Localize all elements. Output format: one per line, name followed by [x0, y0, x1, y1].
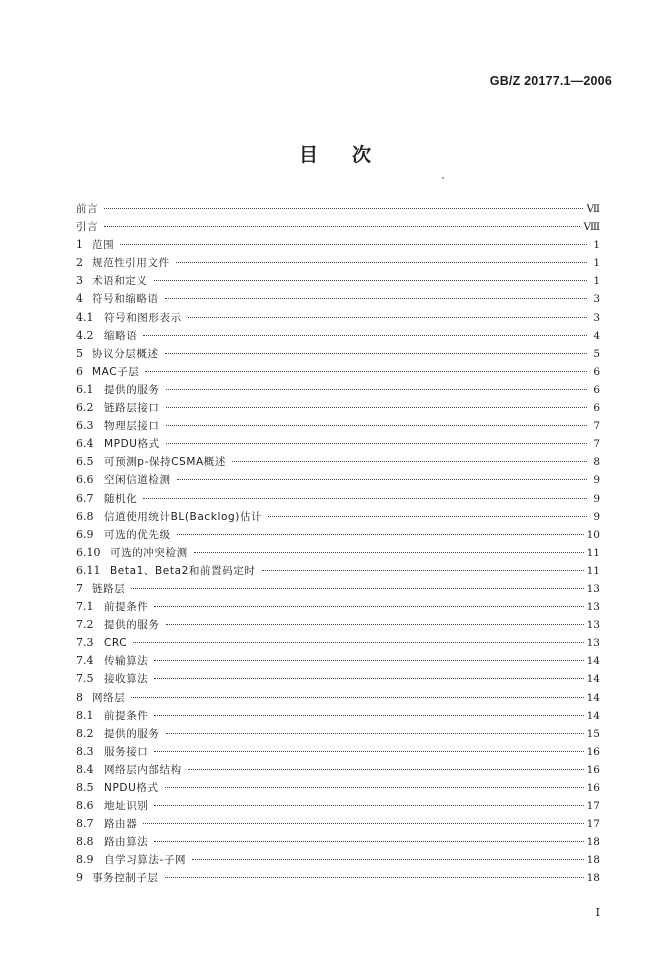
toc-entry-number: 7	[76, 581, 83, 595]
toc-entry-page: 8	[593, 456, 600, 469]
toc-entry[interactable]	[76, 869, 600, 887]
toc-entry-title: 信道使用统计BL(Backlog)估计	[104, 510, 263, 523]
toc-entry-title: 自学习算法-子网	[104, 854, 187, 867]
toc-dot-leader	[166, 733, 584, 734]
toc-dot-leader	[188, 317, 587, 318]
toc-dot-leader	[120, 244, 587, 245]
toc-entry-title: 提供的服务	[104, 727, 160, 740]
toc-entry-page: Ⅷ	[583, 221, 600, 234]
toc-entry[interactable]	[76, 725, 600, 743]
toc-dot-leader	[154, 660, 583, 661]
toc-entry-page: 13	[586, 619, 600, 632]
toc-entry-number: 8.7	[76, 817, 94, 831]
toc-entry-number: 8.2	[76, 726, 94, 740]
toc-entry[interactable]	[76, 508, 600, 526]
toc-entry-number: 6.6	[76, 473, 94, 487]
toc-dot-leader	[133, 642, 583, 643]
toc-entry-page: 14	[586, 691, 600, 704]
toc-dot-leader	[131, 697, 583, 698]
toc-entry-number: 4.2	[76, 328, 94, 342]
toc-entry-page: 11	[586, 546, 600, 559]
toc-dot-leader	[154, 678, 583, 679]
toc-entry-number: 6.5	[76, 455, 94, 469]
toc-entry-number: 6.7	[76, 491, 94, 505]
document-code: GB/Z 20177.1—2006	[489, 74, 612, 88]
toc-entry[interactable]	[76, 417, 600, 435]
toc-entry-page: 4	[593, 329, 600, 342]
toc-entry[interactable]	[76, 399, 600, 417]
toc-entry-title: 服务接口	[104, 745, 149, 758]
table-of-contents	[76, 200, 600, 888]
toc-entry[interactable]	[76, 200, 600, 218]
toc-dot-leader	[154, 805, 583, 806]
toc-entry-title: 可选的冲突检测	[110, 546, 188, 559]
toc-entry[interactable]	[76, 309, 600, 327]
toc-entry-title: 提供的服务	[104, 619, 160, 632]
toc-entry[interactable]	[76, 218, 600, 236]
toc-entry-number: 6	[76, 364, 83, 378]
toc-entry-number: 5	[76, 346, 83, 360]
toc-entry-page: 16	[586, 763, 600, 776]
toc-entry-number: 6.10	[76, 545, 101, 559]
toc-dot-leader	[192, 859, 584, 860]
toc-entry-number: 7.2	[76, 618, 94, 632]
toc-entry-title: 符号和图形表示	[104, 311, 182, 324]
toc-dot-leader	[268, 516, 587, 517]
toc-entry-number: 8.4	[76, 762, 94, 776]
toc-entry-number: 8.1	[76, 708, 94, 722]
toc-entry-page: 5	[593, 347, 600, 360]
toc-entry[interactable]	[76, 490, 600, 508]
toc-entry-page: 7	[593, 438, 600, 451]
toc-entry-page: 15	[586, 727, 600, 740]
toc-entry-page: 9	[593, 474, 600, 487]
toc-entry-page: 3	[593, 293, 600, 306]
toc-entry-title: 协议分层概述	[92, 347, 159, 360]
page-title	[0, 140, 670, 167]
toc-entry[interactable]	[76, 580, 600, 598]
toc-entry-number: 8.9	[76, 853, 94, 867]
toc-entry[interactable]	[76, 562, 600, 580]
page-number: Ⅰ	[595, 906, 600, 919]
toc-dot-leader	[143, 335, 587, 336]
toc-entry-title: 链路层	[92, 582, 126, 595]
toc-entry-title: 前言	[76, 203, 99, 215]
toc-entry[interactable]	[76, 797, 600, 815]
toc-entry-title: NPDU格式	[104, 782, 159, 794]
toc-entry-page: 17	[586, 818, 600, 831]
toc-entry-number: 8.3	[76, 744, 94, 758]
toc-entry-page: 9	[593, 510, 600, 523]
toc-entry-page: 9	[593, 492, 600, 505]
toc-entry[interactable]	[76, 779, 600, 797]
toc-dot-leader	[145, 371, 587, 372]
toc-entry-title: 前提条件	[104, 601, 149, 614]
toc-entry[interactable]	[76, 254, 600, 272]
toc-entry-number: 4	[76, 292, 83, 306]
toc-entry-title: 网络层内部结构	[104, 763, 182, 776]
toc-entry-number: 6.4	[76, 437, 94, 451]
toc-entry-page: 13	[586, 637, 600, 650]
toc-entry-title: 引言	[76, 221, 99, 234]
toc-entry[interactable]	[76, 435, 600, 453]
toc-entry[interactable]	[76, 707, 600, 725]
toc-entry[interactable]	[76, 815, 600, 833]
toc-entry-title: MAC子层	[92, 365, 140, 378]
toc-entry-number: 3	[76, 274, 83, 288]
toc-entry-title: 接收算法	[104, 673, 149, 686]
toc-dot-leader	[177, 479, 587, 480]
toc-entry-number: 8.5	[76, 781, 94, 794]
toc-dot-leader	[176, 262, 587, 263]
toc-entry-title: 随机化	[104, 492, 138, 505]
toc-entry-title: 路由器	[104, 818, 138, 831]
toc-entry-title: 可预测p-保持CSMA概述	[104, 456, 226, 469]
toc-entry-number: 9	[76, 871, 83, 885]
toc-entry-number: 6.3	[76, 419, 94, 433]
toc-entry-title: MPDU格式	[104, 438, 160, 451]
toc-dot-leader	[165, 787, 584, 788]
toc-entry[interactable]	[76, 833, 600, 851]
toc-entry[interactable]	[76, 345, 600, 363]
toc-entry-number: 4.1	[76, 310, 94, 324]
toc-entry-number: 1	[76, 238, 83, 252]
toc-entry-number: 6.9	[76, 527, 94, 541]
page-title-char-2: 次	[352, 144, 372, 166]
toc-entry-page: Ⅶ	[586, 203, 600, 215]
toc-entry[interactable]	[76, 652, 600, 670]
toc-entry-title: 规范性引用文件	[92, 257, 170, 270]
toc-entry-page: 13	[586, 582, 600, 595]
toc-entry[interactable]	[76, 743, 600, 761]
toc-entry-title: 缩略语	[104, 329, 138, 342]
toc-entry-number: 7.4	[76, 654, 94, 668]
toc-dot-leader	[166, 425, 588, 426]
page-title-char-1: 目	[298, 144, 318, 166]
toc-entry-title: 符号和缩略语	[92, 293, 159, 306]
toc-entry-title: 地址识别	[104, 800, 149, 813]
toc-dot-leader	[131, 588, 583, 589]
toc-entry-number: 6.1	[76, 382, 94, 396]
toc-entry-page: 18	[586, 854, 600, 867]
toc-dot-leader	[166, 443, 587, 444]
toc-dot-leader	[154, 841, 583, 842]
toc-entry[interactable]	[76, 670, 600, 688]
toc-entry-title: 网络层	[92, 691, 126, 704]
toc-dot-leader	[166, 407, 588, 408]
toc-entry-title: 链路层接口	[104, 402, 160, 415]
toc-entry-title: 传输算法	[104, 655, 149, 668]
toc-dot-leader	[262, 570, 584, 571]
toc-entry-title: CRC	[104, 637, 128, 650]
toc-entry-page: 7	[593, 420, 600, 433]
toc-entry[interactable]	[76, 272, 600, 290]
toc-entry-page: 16	[586, 745, 600, 758]
toc-entry-number: 7.3	[76, 636, 94, 650]
toc-dot-leader	[143, 823, 583, 824]
toc-entry-page: 11	[586, 564, 600, 577]
toc-dot-leader	[104, 208, 583, 209]
toc-entry[interactable]	[76, 598, 600, 616]
toc-entry-page: 3	[593, 311, 600, 324]
toc-dot-leader	[166, 624, 584, 625]
toc-entry-number: 8	[76, 690, 83, 704]
toc-entry-title: 路由算法	[104, 836, 149, 849]
toc-dot-leader	[143, 498, 587, 499]
toc-entry-number: 8.6	[76, 799, 94, 813]
toc-entry-title: 物理层接口	[104, 420, 160, 433]
toc-entry-page: 17	[586, 800, 600, 813]
scan-speck	[442, 177, 444, 179]
toc-entry-title: 空闲信道检测	[104, 474, 171, 487]
toc-dot-leader	[165, 353, 587, 354]
toc-entry-page: 10	[586, 528, 600, 541]
toc-entry[interactable]	[76, 851, 600, 869]
toc-entry-number: 7.5	[76, 672, 94, 686]
toc-dot-leader	[165, 298, 587, 299]
toc-entry-title: 范围	[92, 239, 115, 252]
toc-dot-leader	[165, 877, 584, 878]
toc-entry-page: 14	[586, 655, 600, 668]
toc-dot-leader	[154, 751, 583, 752]
toc-dot-leader	[188, 769, 584, 770]
toc-entry-title: 前提条件	[104, 709, 149, 722]
toc-entry[interactable]	[76, 453, 600, 471]
toc-dot-leader	[154, 715, 583, 716]
toc-entry-title: 提供的服务	[104, 383, 160, 396]
toc-entry[interactable]	[76, 236, 600, 254]
toc-entry-page: 18	[586, 836, 600, 849]
toc-entry-number: 6.11	[76, 563, 101, 577]
toc-dot-leader	[194, 552, 584, 553]
toc-entry[interactable]	[76, 381, 600, 399]
toc-entry[interactable]	[76, 634, 600, 652]
toc-dot-leader	[104, 226, 580, 227]
toc-entry-page: 6	[593, 402, 600, 415]
toc-dot-leader	[154, 280, 588, 281]
toc-entry-number: 2	[76, 256, 83, 270]
toc-entry-number: 6.2	[76, 401, 94, 415]
toc-dot-leader	[154, 606, 583, 607]
toc-dot-leader	[232, 461, 587, 462]
toc-entry-number: 8.8	[76, 835, 94, 849]
toc-entry[interactable]	[76, 526, 600, 544]
toc-entry-title: Beta1、Beta2和前置码定时	[110, 564, 256, 577]
toc-dot-leader	[166, 389, 588, 390]
toc-entry-number: 7.1	[76, 600, 94, 614]
toc-entry[interactable]	[76, 290, 600, 308]
toc-entry-page: 13	[586, 601, 600, 614]
toc-entry[interactable]	[76, 471, 600, 489]
toc-entry-page: 1	[593, 239, 600, 252]
toc-entry-title: 术语和定义	[92, 275, 148, 288]
toc-entry-number: 6.8	[76, 509, 94, 523]
toc-entry-page: 1	[593, 257, 600, 270]
toc-entry-page: 18	[586, 872, 600, 885]
toc-entry-page: 6	[593, 383, 600, 396]
toc-entry-title: 事务控制子层	[92, 872, 159, 885]
toc-entry[interactable]	[76, 363, 600, 381]
toc-entry-page: 14	[586, 673, 600, 686]
toc-entry-page: 16	[586, 782, 600, 794]
toc-entry-page: 6	[593, 365, 600, 378]
toc-entry[interactable]	[76, 616, 600, 634]
toc-entry-title: 可选的优先级	[104, 528, 171, 541]
toc-dot-leader	[177, 534, 584, 535]
toc-entry[interactable]	[76, 761, 600, 779]
toc-entry[interactable]	[76, 689, 600, 707]
toc-entry[interactable]	[76, 544, 600, 562]
toc-entry-page: 14	[586, 709, 600, 722]
toc-entry[interactable]	[76, 327, 600, 345]
toc-entry-page: 1	[593, 275, 600, 288]
